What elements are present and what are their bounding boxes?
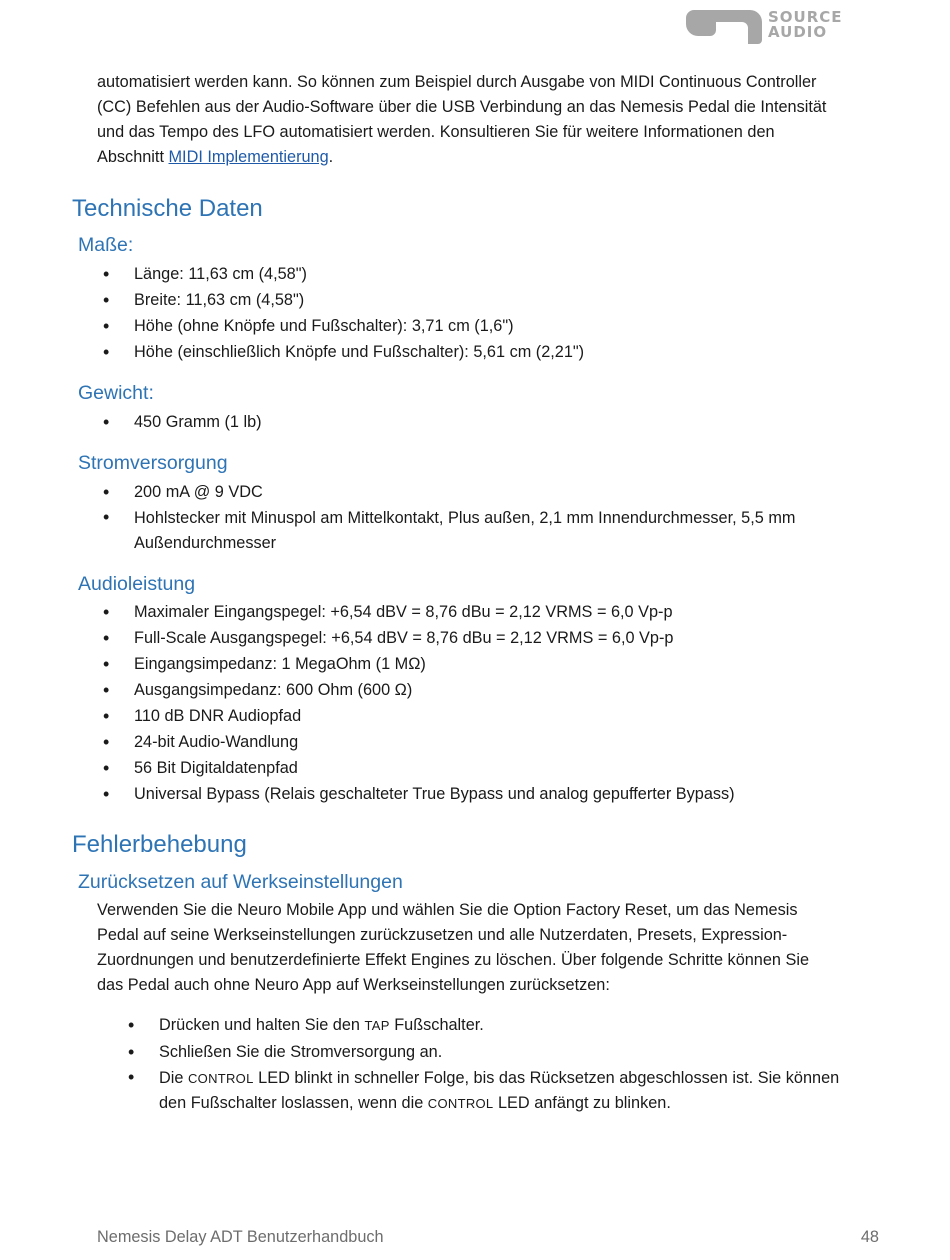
intro-paragraph [97,70,867,170]
reset-line-4: das Pedal auch ohne Neuro App auf Werkseinstellungen zurücksetzen: [97,976,610,994]
list-item: • Höhe (ohne Knöpfe und Fußschalter): 3,71 cm (1,6") [134,313,584,339]
reset-steps-list [159,1012,839,1116]
source-audio-logo-mark [684,8,764,44]
source-audio-logo [684,8,888,44]
audio-list [134,599,735,807]
list-item: • Breite: 11,63 cm (4,58") [134,287,584,313]
step-1-text-end: Fußschalter. [389,1016,484,1034]
list-item: • Eingangsimpedanz: 1 MegaOhm (1 MΩ) [134,651,735,677]
logo-word-source: SOURCE [768,8,843,26]
list-item: • Länge: 11,63 cm (4,58") [134,261,584,287]
intro-line-4-start: Abschnitt [97,148,169,166]
list-item [159,1065,839,1116]
list-item: • Schließen Sie die Stromversorgung an. [159,1039,839,1065]
list-item: • 24-bit Audio-Wandlung [134,729,735,755]
step-3-text-d: LED anfängt zu blinken. [493,1094,671,1112]
control-led-label: CONTROL [187,1071,254,1086]
dimensions-list [134,261,584,365]
heading-factory-reset: Zurücksetzen auf Werkseinstellungen [78,871,403,893]
reset-line-2: Pedal auf seine Werkseinstellungen zurückzusetzen und alle Nutzerdaten, Presets, Expression- [97,926,788,944]
step-3-text-b: LED blinkt in schneller Folge, bis das Rücksetzen abgeschlossen ist. Sie können [253,1069,840,1087]
list-item: • Ausgangsimpedanz: 600 Ohm (600 Ω) [134,677,735,703]
reset-line-1: Verwenden Sie die Neuro Mobile App und wählen Sie die Option Factory Reset, um das Nemesis [97,901,798,919]
power-item-line-2: Außendurchmesser [134,534,277,552]
factory-reset-paragraph [97,898,867,998]
heading-dimensions: Maße: [78,234,134,256]
footer-document-title: Nemesis Delay ADT Benutzerhandbuch [97,1228,384,1246]
intro-line-1: automatisiert werden kann. So können zum Beispiel durch Ausgabe von MIDI Continuous Controller [97,73,817,91]
step-3-text-a: Die [159,1069,188,1087]
tap-footswitch-label: TAP [364,1018,390,1033]
logo-word-audio: AUDIO [768,23,828,41]
list-item: • Maximaler Eingangspegel: +6,54 dBV = 8,76 dBu = 2,12 VRMS = 6,0 Vp-p [134,599,735,625]
power-list [134,479,795,556]
heading-technical-data: Technische Daten [72,195,263,222]
heading-weight: Gewicht: [78,382,154,404]
heading-power-supply: Stromversorgung [78,452,228,474]
list-item: • Höhe (einschließlich Knöpfe und Fußschalter): 5,61 cm (2,21") [134,339,584,365]
midi-implementation-link[interactable]: MIDI Implementierung [168,148,329,166]
heading-troubleshooting: Fehlerbehebung [72,831,247,858]
logo-wordmark [768,10,843,40]
power-item-line-1: Hohlstecker mit Minuspol am Mittelkontakt, Plus außen, 2,1 mm Innendurchmesser, 5,5 mm [134,509,796,527]
list-item: • 56 Bit Digitaldatenpfad [134,755,735,781]
list-item [159,1012,839,1039]
footer-page-number: 48 [860,1228,879,1246]
intro-line-4-end: . [328,148,334,166]
control-led-label: CONTROL [427,1096,494,1111]
list-item [134,505,795,556]
reset-line-3: Zuordnungen und benutzerdefinierte Effekt Engines zu löschen. Über folgende Schritte können Sie [97,951,810,969]
intro-line-3: und das Tempo des LFO automatisiert werden. Konsultieren Sie für weitere Informationen den [97,123,775,141]
list-item: • 450 Gramm (1 lb) [134,409,262,435]
list-item: • Universal Bypass (Relais geschalteter True Bypass und analog gepufferter Bypass) [134,781,735,807]
heading-audio-performance: Audioleistung [78,573,196,595]
list-item: • 200 mA @ 9 VDC [134,479,795,505]
weight-list [134,409,262,435]
list-item: • 110 dB DNR Audiopfad [134,703,735,729]
step-3-text-c: den Fußschalter loslassen, wenn die [159,1094,428,1112]
step-1-text-start: Drücken und halten Sie den [159,1016,365,1034]
list-item: • Full-Scale Ausgangspegel: +6,54 dBV = 8,76 dBu = 2,12 VRMS = 6,0 Vp-p [134,625,735,651]
intro-line-2: (CC) Befehlen aus der Audio-Software über die USB Verbindung an das Nemesis Pedal die Intensität [97,98,827,116]
